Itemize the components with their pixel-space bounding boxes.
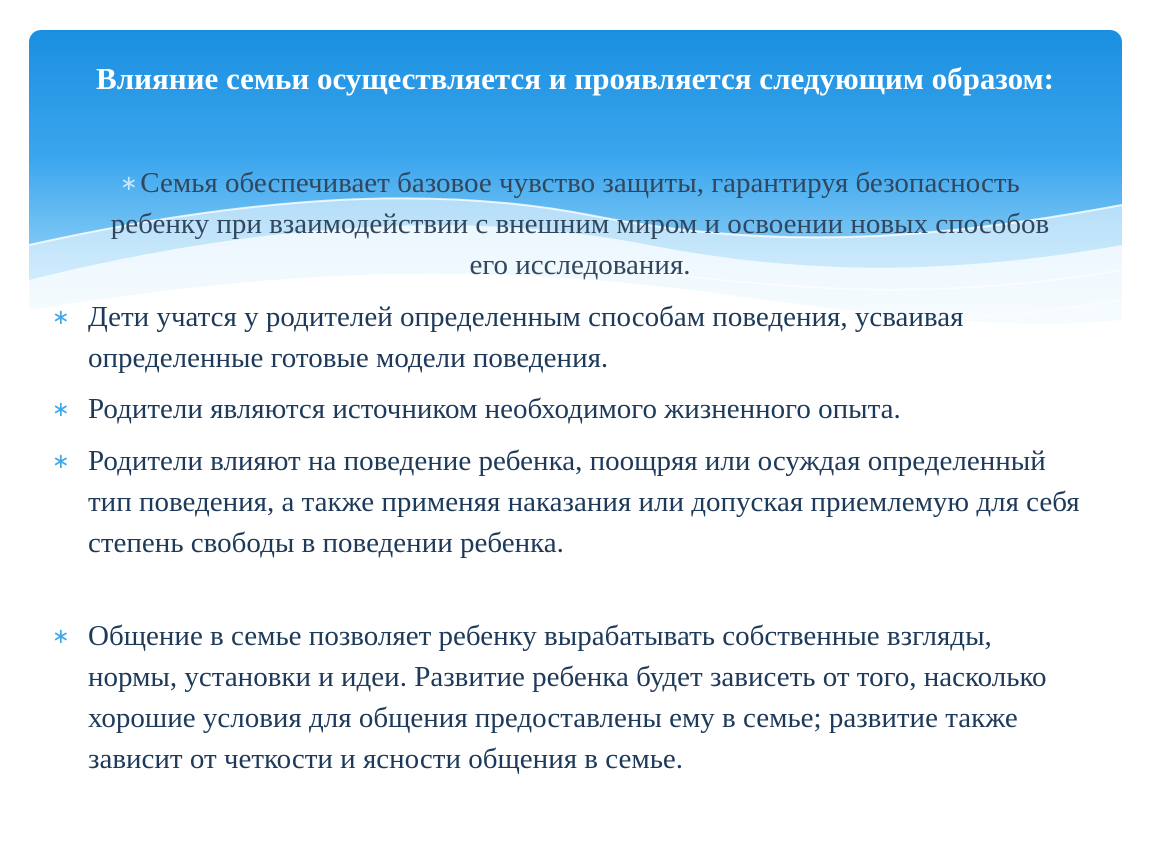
list-item-text: Дети учатся у родителей определенным способам поведения, усваивая определенные готовые модели поведения. [88, 301, 964, 374]
list-item [52, 441, 1088, 564]
list-item-text: Родители являются источником необходимого жизненного опыта. [88, 393, 901, 425]
list-item [52, 389, 1088, 430]
slide-title: Влияние семьи осуществляется и проявляется следующим образом: [96, 61, 1054, 96]
list-item [52, 297, 1088, 379]
asterisk-bullet-icon: ∗ [52, 397, 70, 421]
asterisk-bullet-icon: ∗ [120, 171, 138, 195]
list-item [52, 616, 1088, 780]
asterisk-bullet-icon: ∗ [52, 449, 70, 473]
asterisk-bullet-icon: ∗ [52, 305, 70, 329]
list-item-text: Семья обеспечивает базовое чувство защиты, гарантируя безопасность ребенку при взаимодействии с внешним миром и освоении новых способов его исследования. [110, 167, 1050, 281]
list-item-text: Общение в семье позволяет ребенку вырабатывать собственные взгляды, нормы, установки и идеи. Развитие ребенка будет зависеть от того, насколько хорошие условия для общения предоставлены ему в семье; развитие также зависит от четкости и ясности общения в семье. [88, 620, 1047, 775]
asterisk-bullet-icon: ∗ [52, 624, 70, 648]
list-item [100, 163, 1060, 286]
list-item-text: Родители влияют на поведение ребенка, поощряя или осуждая определенный тип поведения, а также применяя наказания или допуская приемлемую для себя степень свободы в поведении ребенка. [88, 445, 1080, 559]
